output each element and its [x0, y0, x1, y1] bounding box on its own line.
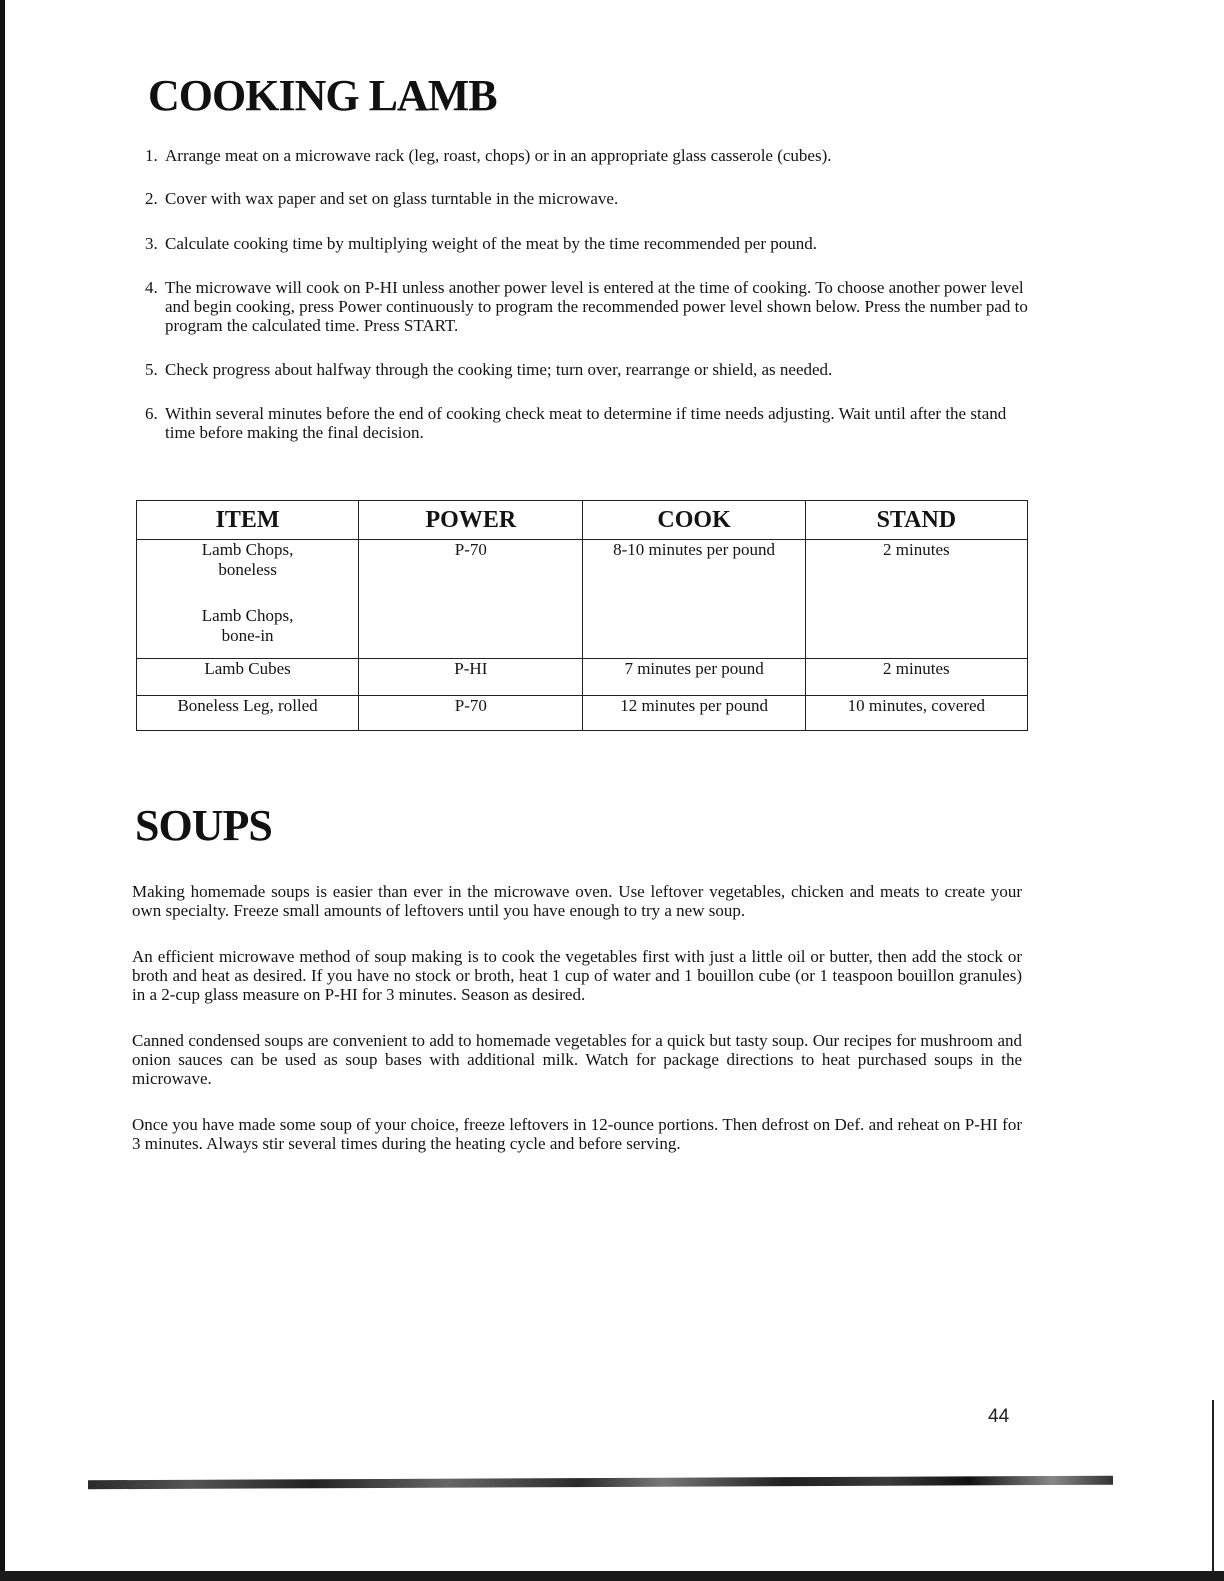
page-number: 44 — [988, 1406, 1010, 1427]
scan-right-edge — [1212, 1400, 1214, 1581]
step-item — [145, 404, 1035, 442]
scan-left-edge — [0, 0, 5, 1581]
step-text: Within several minutes before the end of cooking check meat to determine if time needs adjusting. Wait until after the stand time before making the final decision. — [165, 404, 1007, 442]
lamb-steps-list — [145, 146, 1035, 442]
table-header-row — [137, 501, 1028, 540]
soups-paragraph: An efficient microwave method of soup making is to cook the vegetables first with just a little oil or butter, then add the stock or broth and heat as desired. If you have no stock or broth, heat 1 cup of water and 1 bouillon cube (or 1 teaspoon bouillon granules) in a 2-cup glass measure on P-HI for 3 minutes. Season as desired. — [132, 947, 1022, 1004]
item-name: Boneless Leg, rolled — [177, 696, 318, 715]
item-name: Lamb Chops, — [201, 540, 294, 559]
header-stand: STAND — [805, 501, 1027, 540]
lamb-cooking-table — [136, 500, 1028, 731]
step-number: 1. — [145, 146, 158, 165]
item-cell — [137, 659, 359, 696]
step-number: 5. — [145, 360, 158, 379]
step-item — [145, 234, 1035, 253]
item-cell — [137, 540, 359, 659]
scan-artifact-bar — [88, 1476, 1113, 1489]
cooking-lamb-title: COOKING LAMB — [148, 71, 497, 120]
scan-bottom-edge — [0, 1571, 1224, 1581]
item-name: boneless — [218, 560, 277, 579]
step-text: Calculate cooking time by multiplying weight of the meat by the time recommended per pound. — [165, 234, 817, 253]
step-text: Check progress about halfway through the cooking time; turn over, rearrange or shield, as needed. — [165, 360, 833, 379]
item-name: bone-in — [221, 626, 274, 645]
table-row — [137, 696, 1028, 731]
header-item: ITEM — [137, 501, 359, 540]
power-cell: P-70 — [359, 540, 583, 659]
soups-title: SOUPS — [135, 801, 272, 850]
table-row — [137, 659, 1028, 696]
cook-cell: 8-10 minutes per pound — [583, 540, 805, 659]
power-cell: P-70 — [359, 696, 583, 731]
header-power: POWER — [359, 501, 583, 540]
step-number: 2. — [145, 189, 158, 208]
step-text: The microwave will cook on P-HI unless another power level is entered at the time of cooking. To choose another power level and begin cooking, press Power continuously to program the recommended power level shown below. Press the number pad to program the calculated time. Press START. — [165, 278, 1028, 335]
item-name: Lamb Cubes — [204, 659, 291, 678]
step-item — [145, 360, 1035, 379]
soups-body — [132, 882, 1022, 1180]
soups-paragraph: Canned condensed soups are convenient to add to homemade vegetables for a quick but tasty soup. Our recipes for mushroom and onion sauces can be used as soup bases with additional milk. Watch for package directions to heat purchased soups in the microwave. — [132, 1031, 1022, 1088]
table-row — [137, 540, 1028, 659]
item-cell — [137, 696, 359, 731]
stand-cell: 10 minutes, covered — [805, 696, 1027, 731]
stand-cell: 2 minutes — [805, 659, 1027, 696]
step-text: Cover with wax paper and set on glass turntable in the microwave. — [165, 189, 619, 208]
step-item — [145, 278, 1035, 335]
cook-cell: 7 minutes per pound — [583, 659, 805, 696]
soups-paragraph: Making homemade soups is easier than ever in the microwave oven. Use leftover vegetables, chicken and meats to create your own specialty. Freeze small amounts of leftovers until you have enough to try a new soup. — [132, 882, 1022, 920]
header-cook: COOK — [583, 501, 805, 540]
power-cell: P-HI — [359, 659, 583, 696]
stand-cell: 2 minutes — [805, 540, 1027, 659]
cook-cell: 12 minutes per pound — [583, 696, 805, 731]
item-spacer — [137, 580, 358, 606]
step-number: 6. — [145, 404, 158, 423]
step-item — [145, 146, 1035, 165]
item-name: Lamb Chops, — [201, 606, 294, 625]
step-item — [145, 189, 1035, 208]
step-number: 4. — [145, 278, 158, 297]
step-number: 3. — [145, 234, 158, 253]
soups-paragraph: Once you have made some soup of your choice, freeze leftovers in 12-ounce portions. Then defrost on Def. and reheat on P-HI for 3 minutes. Always stir several times during the heating cycle and before serving. — [132, 1115, 1022, 1153]
step-text: Arrange meat on a microwave rack (leg, roast, chops) or in an appropriate glass casserole (cubes). — [165, 146, 832, 165]
